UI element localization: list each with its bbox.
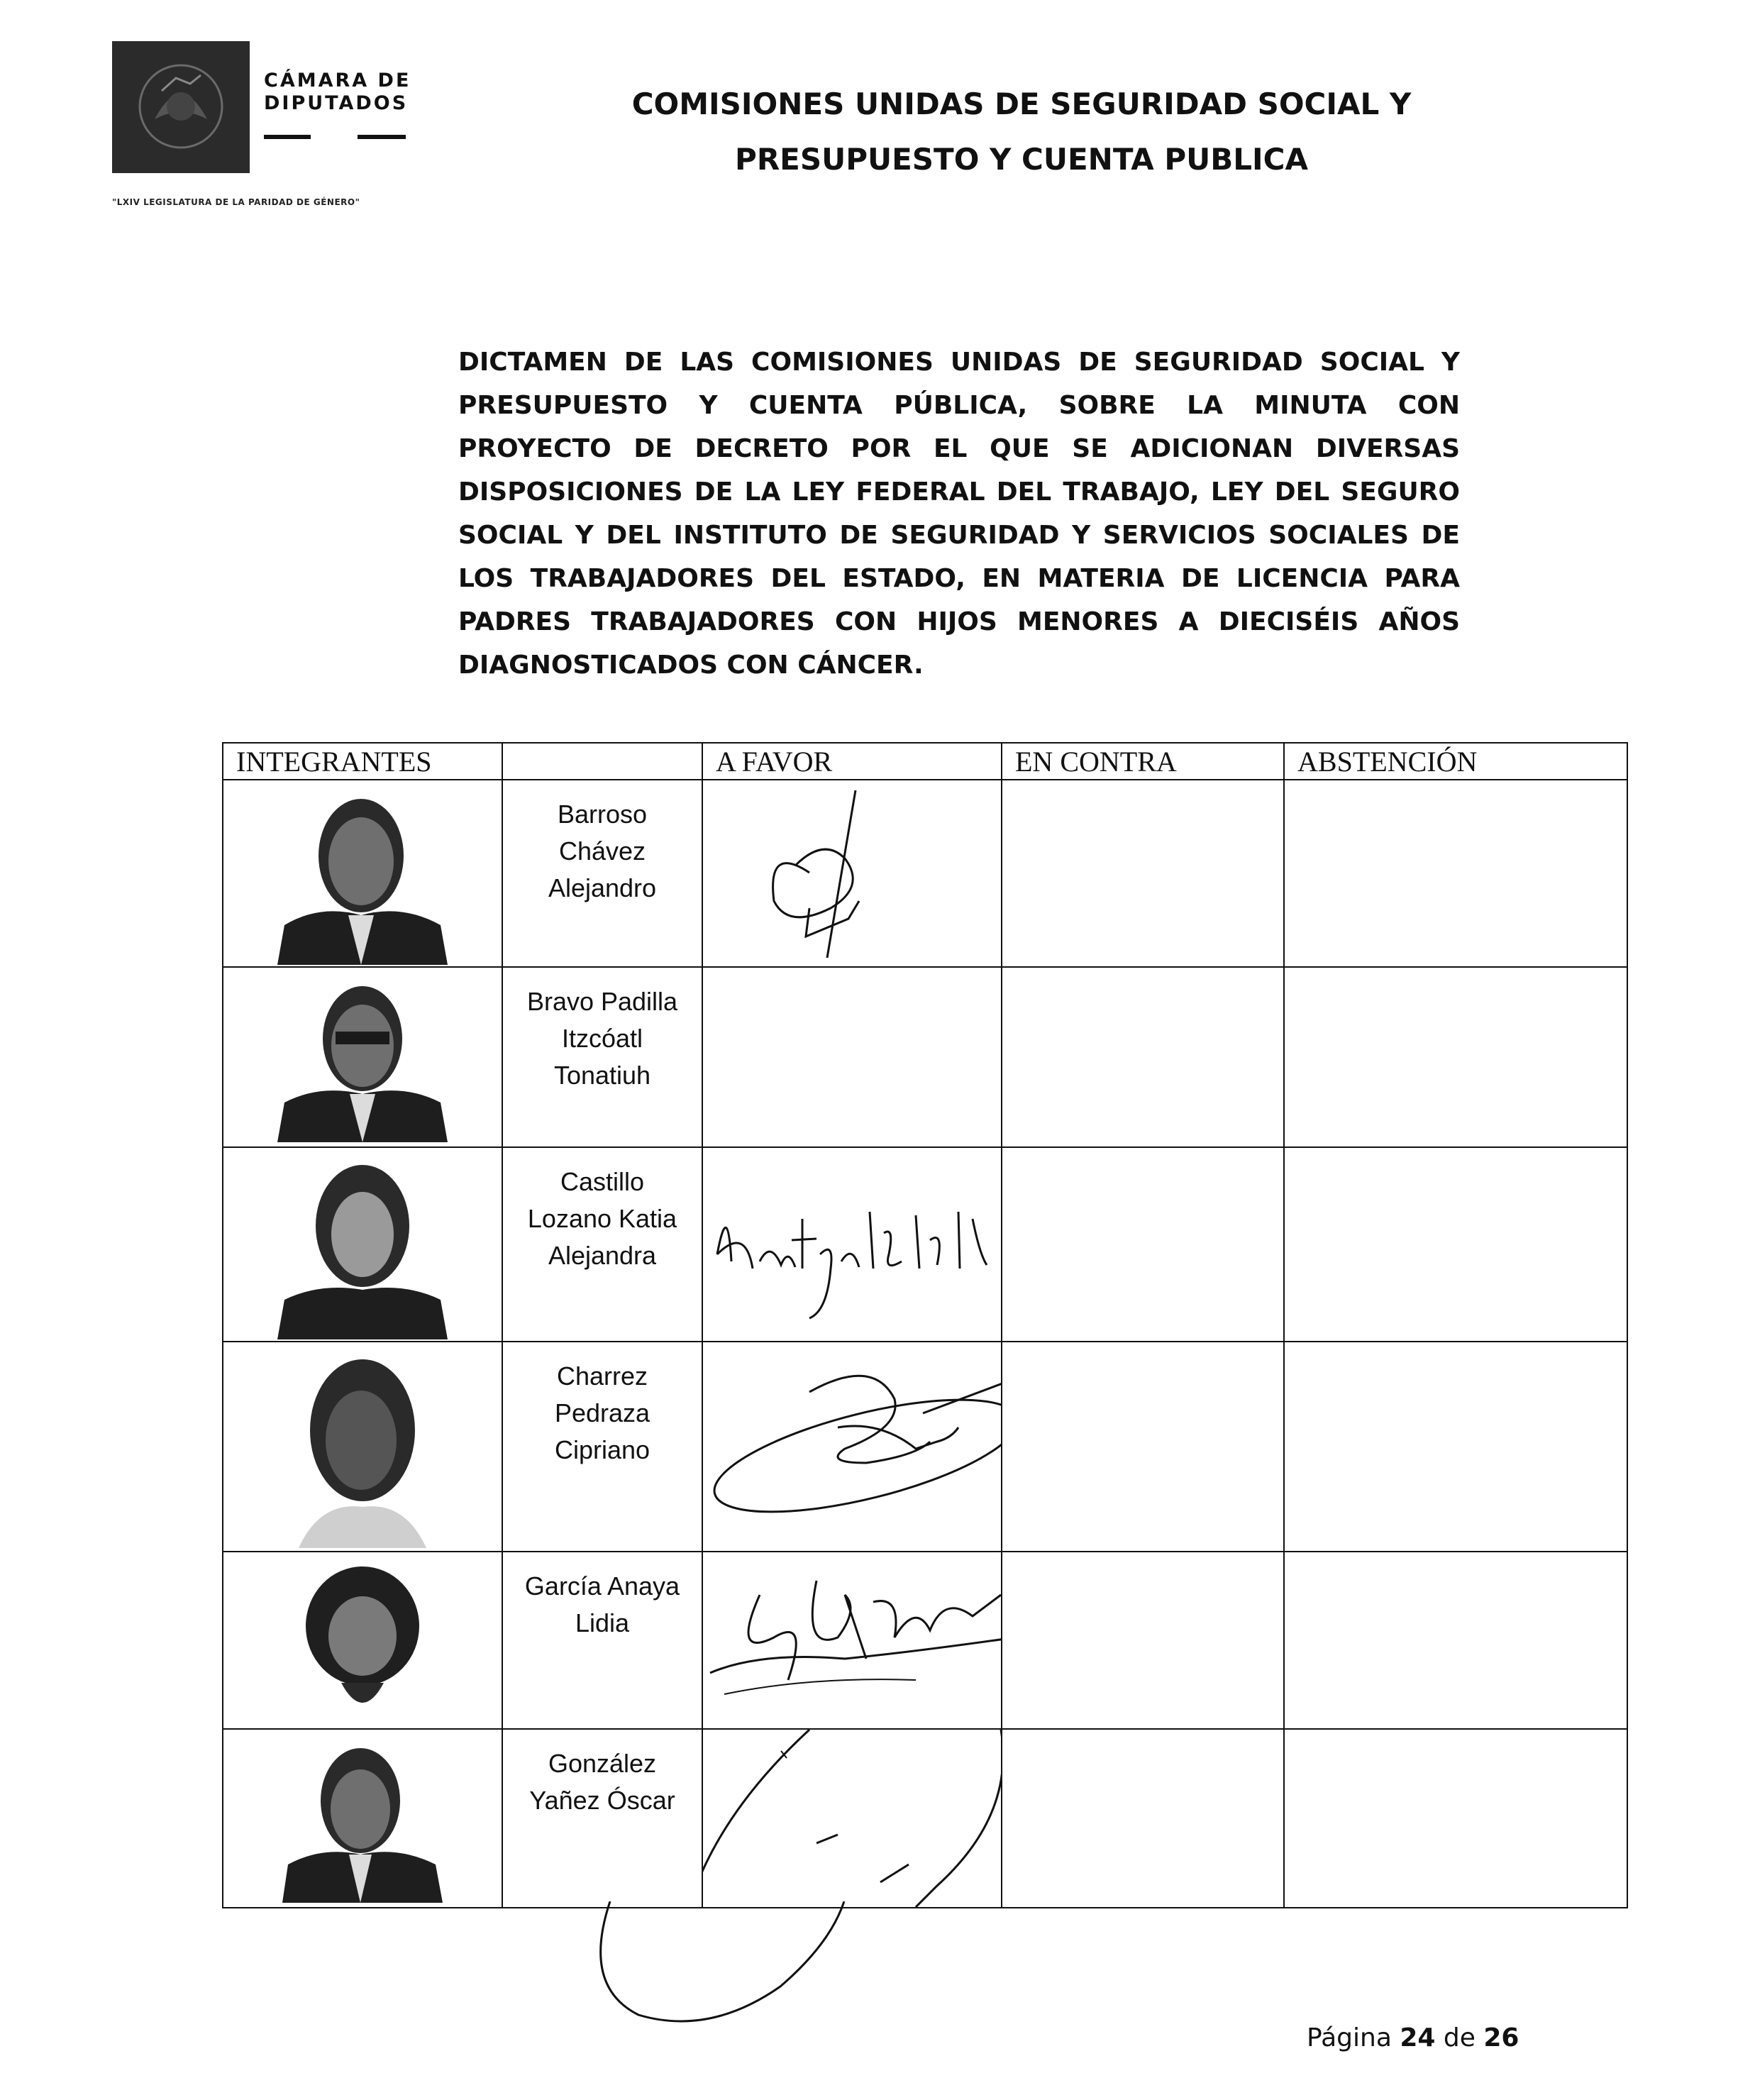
member-name-cell <box>502 967 702 1147</box>
member-photo <box>282 1740 443 1903</box>
member-name-line: Tonatiuh <box>553 1061 651 1090</box>
a-favor-cell <box>702 967 1002 1147</box>
a-favor-cell <box>702 1729 1002 1908</box>
member-name-line: Castillo <box>560 1167 645 1196</box>
photo-cell <box>223 1342 502 1552</box>
abstencion-cell <box>1284 967 1627 1147</box>
a-favor-cell <box>702 780 1002 967</box>
member-name-line: Itzcóatl <box>561 1024 643 1053</box>
table-header-row <box>223 743 1627 780</box>
member-photo <box>277 1352 448 1548</box>
photo-cell <box>223 780 502 967</box>
table-row <box>223 967 1627 1147</box>
photo-cell <box>223 967 502 1147</box>
institution-name <box>264 70 411 115</box>
signature-overflow-stroke <box>568 1901 951 2029</box>
header-name <box>502 743 702 780</box>
en-contra-cell <box>1002 967 1284 1147</box>
legislatura-tagline: "LXIV LEGISLATURA DE LA PARIDAD DE GÉNERO" <box>112 197 360 207</box>
member-name-line: Pedraza <box>554 1398 650 1427</box>
member-name-line: García Anaya <box>524 1571 680 1601</box>
table-row <box>223 1729 1627 1908</box>
en-contra-cell <box>1002 1552 1284 1729</box>
member-name-line: Barroso <box>557 800 648 829</box>
member-photo <box>277 1158 448 1339</box>
en-contra-cell <box>1002 780 1284 967</box>
member-photo <box>292 1562 433 1723</box>
a-favor-cell <box>702 1552 1002 1729</box>
member-name-line: Chávez <box>558 836 646 866</box>
member-name-line: Lozano Katia <box>527 1204 677 1233</box>
header-integrantes: INTEGRANTES <box>223 743 502 780</box>
abstencion-cell <box>1284 1147 1627 1342</box>
member-name-line: Lidia <box>575 1608 630 1637</box>
photo-cell <box>223 1729 502 1908</box>
member-name-line: Bravo Padilla <box>526 987 678 1016</box>
title-line-1: COMISIONES UNIDAS DE SEGURIDAD SOCIAL Y <box>631 87 1412 121</box>
page-number <box>1307 2023 1519 2052</box>
member-name-cell <box>502 1552 702 1729</box>
abstencion-cell <box>1284 1729 1627 1908</box>
table-row <box>223 1342 1627 1552</box>
signature-mark <box>703 1730 1002 1907</box>
member-name-line: Alejandra <box>548 1241 657 1270</box>
member-name-cell <box>502 1342 702 1552</box>
institution-line-1: CÁMARA DE <box>264 70 411 92</box>
a-favor-cell <box>702 1147 1002 1342</box>
page-prefix: Página <box>1307 2023 1392 2052</box>
eagle-seal-icon <box>112 41 250 173</box>
dictamen-paragraph: DICTAMEN DE LAS COMISIONES UNIDAS DE SEGURIDAD SOCIAL Y PRESUPUESTO Y CUENTA PÚBLICA, SOBRE LA MINUTA CON PROYECTO DE DECRETO POR EL QUE SE ADICIONAN DIVERSAS DISPOSICIONES DE LA LEY FEDERAL DEL TRABAJO, LEY DEL SEGURO SOCIAL Y DEL INSTITUTO DE SEGURIDAD Y SERVICIOS SOCIALES DE LOS TRABAJADORES DEL ESTADO, EN MATERIA DE LICENCIA PARA PADRES TRABAJADORES CON HIJOS MENORES A DIECISÉIS AÑOS DIAGNOSTICADOS CON CÁNCER. <box>458 348 1460 680</box>
member-name-line: Alejandro <box>548 873 657 902</box>
member-name-cell <box>502 1729 702 1908</box>
member-name-cell <box>502 1147 702 1342</box>
page-title <box>525 77 1518 187</box>
en-contra-cell <box>1002 1342 1284 1552</box>
page-current: 24 <box>1400 2023 1436 2052</box>
member-name-line: Yañez Óscar <box>529 1786 675 1815</box>
abstencion-cell <box>1284 1342 1627 1552</box>
page-total: 26 <box>1483 2023 1519 2052</box>
signature-mark <box>703 780 1002 966</box>
member-photo <box>277 978 448 1142</box>
table-row <box>223 780 1627 967</box>
en-contra-cell <box>1002 1729 1284 1908</box>
title-line-2: PRESUPUESTO Y CUENTA PUBLICA <box>735 142 1308 177</box>
header-abstencion: ABSTENCIÓN <box>1284 743 1627 780</box>
table-row <box>223 1552 1627 1729</box>
photo-cell <box>223 1552 502 1729</box>
header-a-favor: A FAVOR <box>702 743 1002 780</box>
institution-line-2: DIPUTADOS <box>264 92 409 114</box>
en-contra-cell <box>1002 1147 1284 1342</box>
member-name-line: Cipriano <box>554 1435 650 1464</box>
page-separator: de <box>1443 2023 1476 2052</box>
member-name-cell <box>502 780 702 967</box>
table-row <box>223 1147 1627 1342</box>
member-name-line: González <box>548 1749 657 1778</box>
signature-mark <box>703 1148 1002 1341</box>
logo-bars <box>264 135 406 140</box>
chamber-logo <box>112 41 250 173</box>
a-favor-cell <box>702 1342 1002 1552</box>
member-name-line: Charrez <box>556 1361 648 1391</box>
vote-table <box>222 742 1628 1908</box>
signature-mark <box>703 1552 1002 1728</box>
abstencion-cell <box>1284 1552 1627 1729</box>
member-photo <box>277 790 448 965</box>
photo-cell <box>223 1147 502 1342</box>
abstencion-cell <box>1284 780 1627 967</box>
header-en-contra: EN CONTRA <box>1002 743 1284 780</box>
signature-mark <box>703 1342 1002 1551</box>
